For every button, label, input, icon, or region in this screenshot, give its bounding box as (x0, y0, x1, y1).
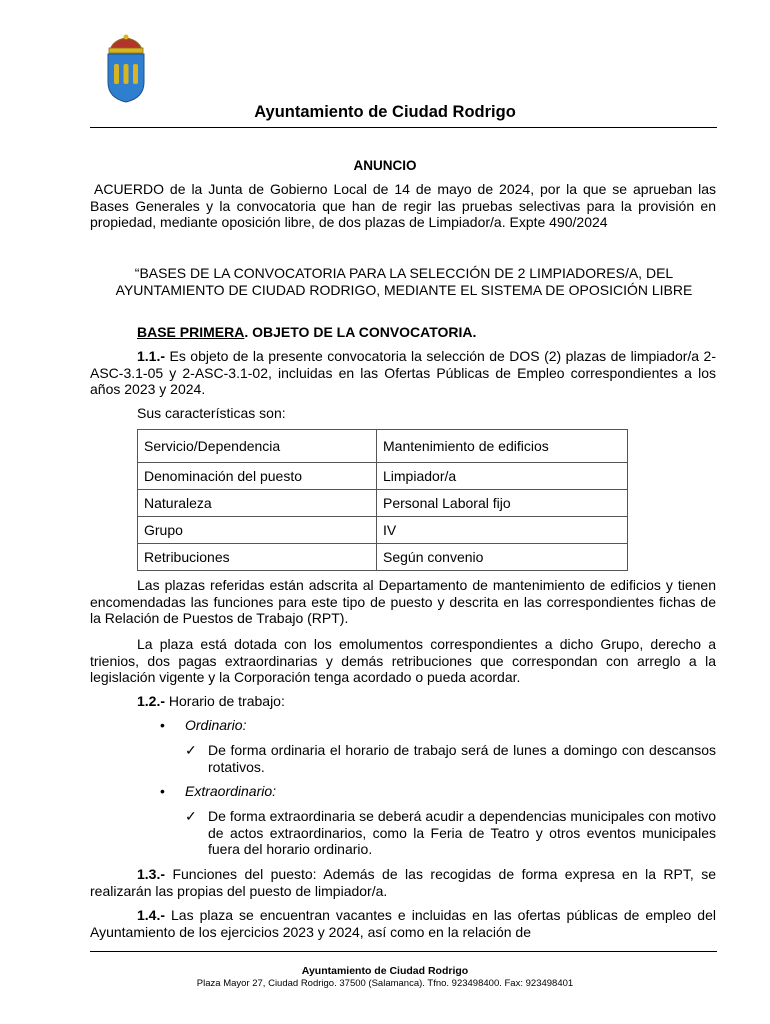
horario-extraordinario-label: Extraordinario: (185, 783, 277, 799)
table-row (138, 463, 628, 490)
header-divider (90, 127, 717, 128)
checkmark-icon: ✓ (185, 808, 197, 824)
checkmark-icon: ✓ (185, 742, 197, 758)
horario-ordinario-text: De forma ordinaria el horario de trabajo será de lunes a domingo con descansos rotativos. (208, 742, 716, 775)
footer-org: Ayuntamiento de Ciudad Rodrigo (301, 965, 469, 977)
horario-extraordinario-text: De forma extraordinaria se deberá acudir a dependencias municipales con motivo de actos extraordinarios, como la Feria de Teatro y otros eventos municipales fuera del horario ordinario. (208, 808, 716, 857)
intro-paragraph: ACUERDO de la Junta de Gobierno Local de 14 de mayo de 2024, por la que se aprueban las Bases Generales y la convocatoria que han de regir las pruebas selectivas para la provisión en propiedad, mediante oposición libre, de dos plazas de Limpiador/a. Expte 490/2024 (90, 181, 716, 230)
org-title: Ayuntamiento de Ciudad Rodrigo (254, 103, 516, 121)
base-primera-label: BASE PRIMERA (137, 324, 245, 340)
dotada-paragraph: La plaza está dotada con los emolumentos correspondientes a dicho Grupo, derecho a trienios, dos pagas extraordinarias y demás retribuciones que correspondan con arreglo a la legislación vigente y la Corporación tenga acordado o pueda acordar. (90, 636, 716, 685)
horario-ordinario-label: Ordinario: (185, 717, 247, 733)
table-label: Denominación del puesto (138, 463, 377, 490)
plazas-paragraph: Las plazas referidas están adscrita al Departamento de mantenimiento de edificios y tienen encomendadas las funciones para este tipo de puesto y descrita en las correspondientes fichas de la Relación de Puestos de Trabajo (RPT). (90, 577, 716, 626)
table-value: IV (377, 517, 628, 544)
paragraph-text: Las plaza se encuentran vacantes e incluidas en las ofertas públicas de empleo del Ayuntamiento de los ejercicios 2023 y 2024, así como en la relación de (90, 907, 716, 940)
paragraph-1-1 (90, 348, 716, 398)
table-value: Personal Laboral fijo (377, 490, 628, 517)
footer-divider (90, 951, 717, 952)
paragraph-text: Es objeto de la presente convocatoria la selección de DOS (2) plazas de limpiador/a 2-ASC-3.1-05 y 2-ASC-3.1-02, incluidas en las Ofertas Públicas de Empleo correspondientes a los años 2023 y 2024. (90, 348, 716, 397)
table-value: Según convenio (377, 544, 628, 571)
announcement-title: ANUNCIO (353, 158, 417, 173)
section-number: 1.2.- (137, 693, 166, 709)
coat-of-arms-icon (103, 34, 149, 104)
section-number: 1.3.- (137, 866, 166, 882)
table-label: Servicio/Dependencia (138, 430, 377, 463)
section-number: 1.4.- (137, 907, 166, 923)
table-value: Limpiador/a (377, 463, 628, 490)
paragraph-text: Funciones del puesto: Además de las recogidas de forma expresa en la RPT, se realizarán las propias del puesto de limpiador/a. (90, 866, 716, 899)
table-row (138, 430, 628, 463)
footer-address: Plaza Mayor 27, Ciudad Rodrigo. 37500 (Salamanca). Tfno. 923498400. Fax: 923498401 (196, 978, 574, 989)
table-row (138, 544, 628, 571)
base-primera-rest: . OBJETO DE LA CONVOCATORIA. (244, 324, 477, 340)
table-label: Retribuciones (138, 544, 377, 571)
bases-title: “BASES DE LA CONVOCATORIA PARA LA SELECCIÓN DE 2 LIMPIADORES/A, DEL AYUNTAMIENTO DE CIUDAD RODRIGO, MEDIANTE EL SISTEMA DE OPOSICIÓN LIBRE (115, 265, 693, 298)
table-value: Mantenimiento de edificios (377, 430, 628, 463)
paragraph-1-3 (90, 866, 716, 899)
bullet-icon: • (160, 783, 165, 799)
bullet-icon: • (160, 717, 165, 733)
paragraph-1-4 (90, 907, 716, 940)
table-label: Grupo (138, 517, 377, 544)
characteristics-table (137, 429, 628, 571)
paragraph-1-2 (90, 693, 716, 710)
table-row (138, 517, 628, 544)
table-row (138, 490, 628, 517)
section-number: 1.1.- (137, 348, 166, 364)
caracteristicas-label: Sus características son: (137, 405, 286, 421)
paragraph-text: Horario de trabajo: (165, 693, 285, 709)
base-primera-heading (90, 324, 716, 341)
table-label: Naturaleza (138, 490, 377, 517)
